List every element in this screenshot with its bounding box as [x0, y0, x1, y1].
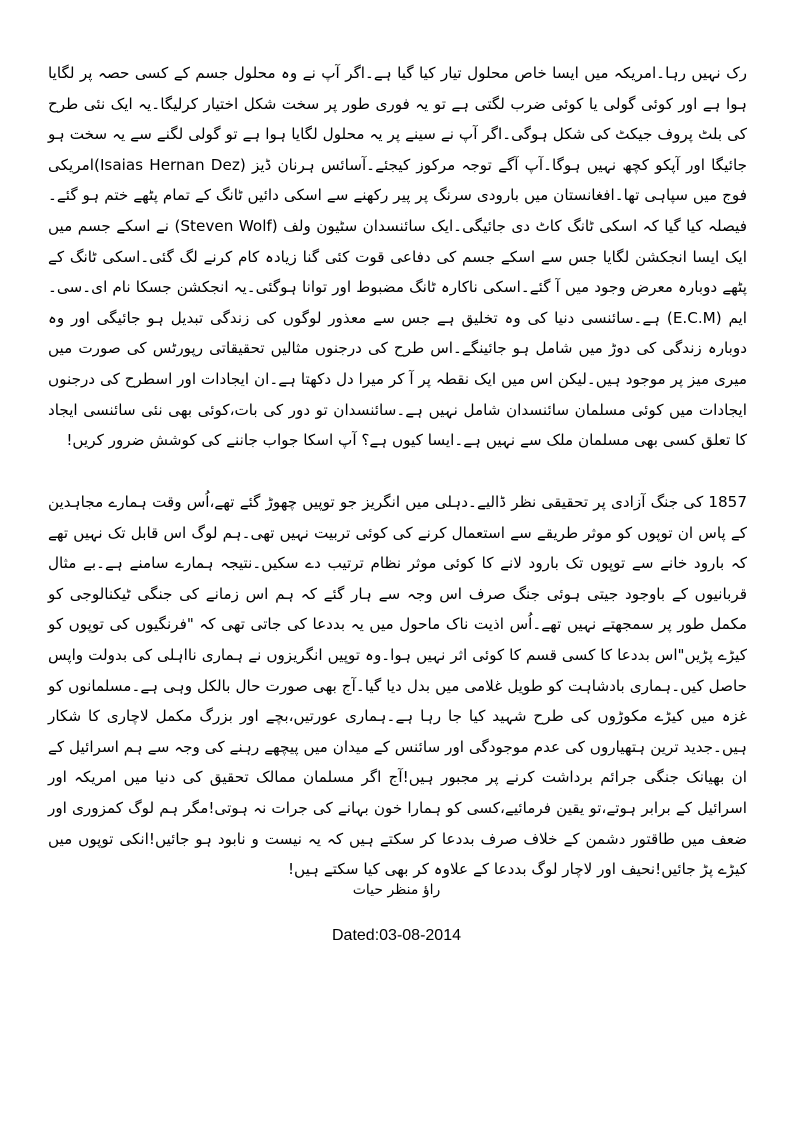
- author-name: راؤ منظر حیات: [352, 882, 441, 898]
- article-paragraph-2: 1857 کی جنگ آزادی پر تحقیقی نظر ڈالیے۔دہلی میں انگریز جو توپیں چھوڑ گئے تھے،اُس وقت ہمارے مجاہدین کے پاس ان توپوں کو موثر طریقے سے استعمال کرنے کی کوئی تربیت نہیں تھی۔ہم لوگ اس قابل تک نہیں تھے کہ بارود خانے سے توپوں تک بارود لانے کا کوئی موثر نظام ترتیب دے سکیں۔نتیجہ ہمارے سامنے ہے۔بے مثال قربانیوں کے باوجود جیتی ہوئی جنگ صرف اس وجہ سے ہار گئے کہ ہم اس زمانے کی جنگی ٹیکنالوجی کو مکمل طور پر سمجھتے نہیں تھے۔اُس اذیت ناک ماحول میں یہ بددعا کی جاتی تھی کہ "فرنگیوں کی توپوں کو کیڑے پڑیں"اس بددعا کا کسی قسم کا کوئی اثر نہیں ہوا۔وہ توپیں انگریزوں نے ہماری نااہلی کی بدولت واپس حاصل کیں۔ہماری بادشاہت کو طویل غلامی میں بدل دیا گیا۔آج بھی صورت حال بالکل وہی ہے۔مسلمانوں کو غزہ میں کیڑے مکوڑوں کی طرح شہید کیا جا رہا ہے۔ہماری عورتیں،بچے اور بزرگ مکمل لاچاری کا شکار ہیں۔جدید ترین ہتھیاروں کی عدم موجودگی اور سائنس کے میدان میں پیچھے رہنے کی وجہ سے ہم اسرائیل کے ان بھیانک جنگی جرائم برداشت کرنے پر مجبور ہیں!آج اگر مسلمان ممالک تحقیق کی دنیا میں امریکہ اور اسرائیل کے برابر ہوتے،تو یقین فرمائیے،کسی کو ہمارا خون بہانے کی جرات نہ ہوتی!مگر ہم لوگ کمزوری اور ضعف میں طاقتور دشمن کے خلاف صرف بددعا کر سکتے ہیں کہ یہ نیست و نابود ہو جائیں!انکی توپوں میں کیڑے پڑ جائیں!نحیف اور لاچار لوگ بددعا کے علاوہ کر بھی کیا سکتے ہیں!: [48, 493, 747, 879]
- date-line: Dated:03-08-2014: [332, 927, 461, 944]
- article-paragraph-1: رک نہیں رہا۔امریکہ میں ایسا خاص محلول تیار کیا گیا ہے۔اگر آپ نے وہ محلول جسم کے کسی حصہ پر لگایا ہوا ہے اور کوئی گولی یا کوئی ضرب لگتی ہے تو یہ فوری طور پر سخت شکل اختیار کرلیگا۔یہ ایک نئی طرح کی بلٹ پروف جیکٹ کی شکل ہوگی۔اگر آپ نے سینے پر یہ محلول لگایا ہوا ہے تو گولی لگنے سے یہ سخت ہو جائیگا اور آپکو کچھ نہیں ہوگا۔آپ آگے توجہ مرکوز کیجئے۔آسائس ہرنان ڈیز (Isaias Hernan Dez)امریکی فوج میں سپاہی تھا۔افغانستان میں بارودی سرنگ پر پیر رکھنے سے اسکی دائیں ٹانگ کے تمام پٹھے ختم ہو گئے۔فیصلہ کیا گیا کہ اسکی ٹانگ کاٹ دی جائیگی۔ایک سائنسدان سٹیون ولف (Steven Wolf) نے اسکے جسم میں ایک ایسا انجکشن لگایا جس سے اسکے جسم کی دفاعی قوت کئی گنا زیادہ کام کرنے لگ گئی۔اسکی ٹانگ کے پٹھے دوبارہ معرض وجود میں آ گئے۔اسکی ناکارہ ٹانگ مضبوط اور توانا ہوگئی۔یہ انجکشن جسکا نام ای۔سی۔ایم (E.C.M) ہے۔سائنسی دنیا کی وہ تخلیق ہے جس سے معذور لوگوں کی زندگی تبدیل ہو جائیگی اور وہ دوبارہ زندگی کی دوڑ میں شامل ہو جائینگے۔اس طرح کی درجنوں مثالیں تحقیقاتی رپورٹس کی صورت میں میری میز پر موجود ہیں۔لیکن اس میں ایک نقطہ پر آ کر میرا دل دکھتا ہے۔ان ایجادات اور اسطرح کی درجنوں ایجادات میں کوئی مسلمان سائنسدان شامل نہیں ہے۔سائنسدان تو دور کی بات،کوئی بھی نئی سائنسی ایجاد کا تعلق کسی بھی مسلمان ملک سے نہیں ہے۔ایسا کیوں ہے؟ آپ اسکا جواب جاننے کی کوشش ضرور کریں!: [48, 64, 748, 450]
